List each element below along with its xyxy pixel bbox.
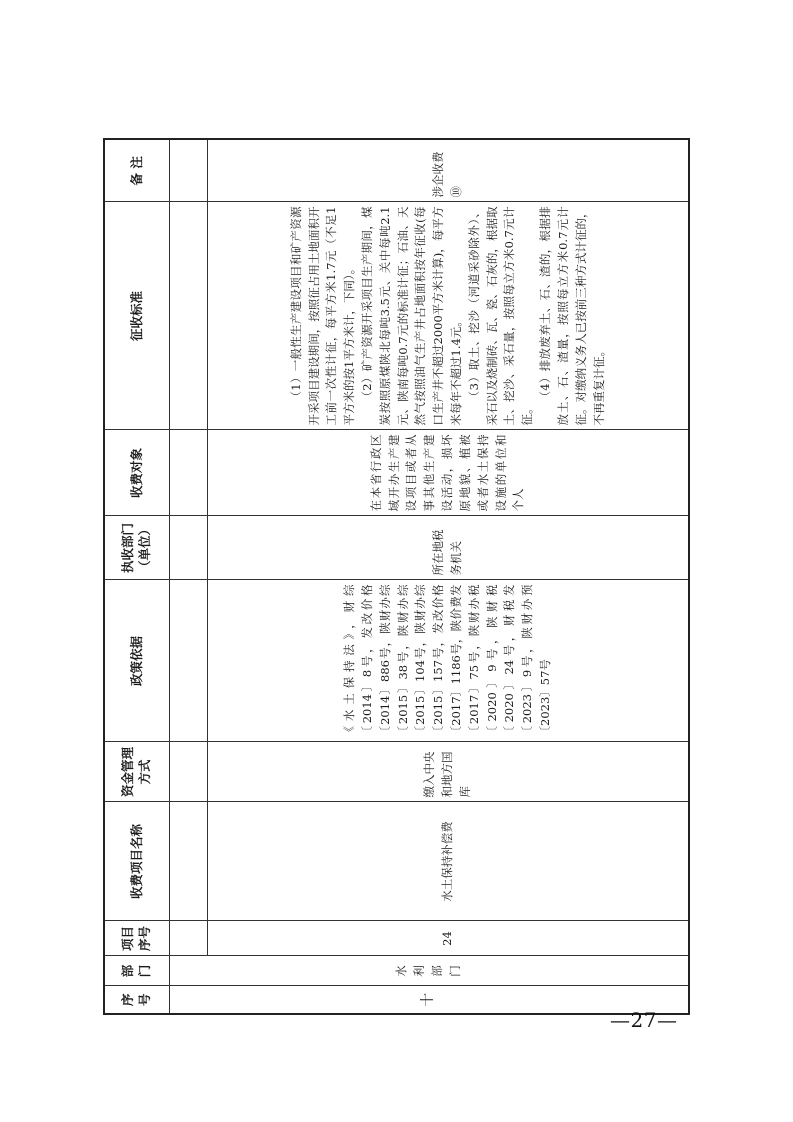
remark: 涉企收费⑩ [208,139,690,202]
standard-para-2: （2）矿产资源开采项目生产期间，煤炭按照原煤陕北每吨3.5元、关中每吨2.1元、陕南每吨0.7元的标准计征；石油、天然气按照油气生产井占地面积按年征收(每口生产井不超过2000平方米计算)，每平方米每年不超过1.4元。 [359,206,463,426]
header-collector: 执收部门（单位） [104,516,170,580]
header-remark: 备 注 [104,139,170,202]
standard-para-1: （1）一般性生产建设项目和矿产资源开采项目建设期间，按照征占用土地面积开工前一次性计征，每平方米1.7元（不足1平方米的按1平方米计，下同）。 [288,206,357,426]
header-dept: 部门 [104,956,170,986]
page-number: —27— [610,1008,678,1032]
empty-cell [170,742,208,802]
header-seq: 序号 [104,986,170,1014]
empty-cell [170,516,208,580]
item-row [208,139,690,1014]
collector: 所在地税务机关 [208,516,690,580]
item-seq: 24 [208,921,690,956]
section-dept: 水利部门 [170,956,690,986]
header-item-name: 收费项目名称 [104,802,170,921]
standard-para-3: （3）取土、挖沙（河道采砂除外）、采石以及烧制砖、瓦、瓷、石灰的，根据取土、挖沙、采石量，按照每立方米0.7元计征。 [466,206,535,426]
header-item-seq: 项目序号 [104,921,170,956]
section-seq: 十 [170,986,690,1014]
fee-target: 在本省行政区域开办生产建设项目或者从事其他生产建设活动，损坏原地貌、植被或者水土保持设施的单位和个人 [208,430,690,516]
empty-cell [170,202,208,430]
empty-cell [170,580,208,742]
empty-cell [170,921,208,956]
header-row [104,139,170,1014]
empty-cell [170,430,208,516]
item-name: 水土保持补偿费 [208,802,690,921]
standard-cell [208,202,690,430]
empty-cell [170,802,208,921]
section-row [170,139,208,1014]
rotated-page [103,140,690,1015]
fund-method: 缴入中央和地方国库 [208,742,690,802]
header-standard: 征收标准 [104,202,170,430]
header-target: 收费对象 [104,430,170,516]
policy-basis: 《水土保持法》，财综〔2014〕8号，发改价格〔2014〕886号，陕财办综〔2015〕38号，陕财办综〔2015〕104号，陕财办综〔2015〕157号，发改价格〔2017〕1186号，陕价费发〔2017〕75号，陕财办税〔2020〕9号，陕财税〔2020〕24号，财税发〔2023〕9号，陕财办预〔2023〕57号 [208,580,690,742]
empty-cell [170,139,208,202]
header-fund: 资金管理方式 [104,742,170,802]
standard-para-4: （4）排放废弃土、石、渣的，根据排放土、石、渣量，按照每立方米0.7元计征。对缴纳义务人已按前三种方式计征的，不再重复计征。 [538,206,606,426]
fee-table [103,138,690,1015]
header-policy: 政策依据 [104,580,170,742]
